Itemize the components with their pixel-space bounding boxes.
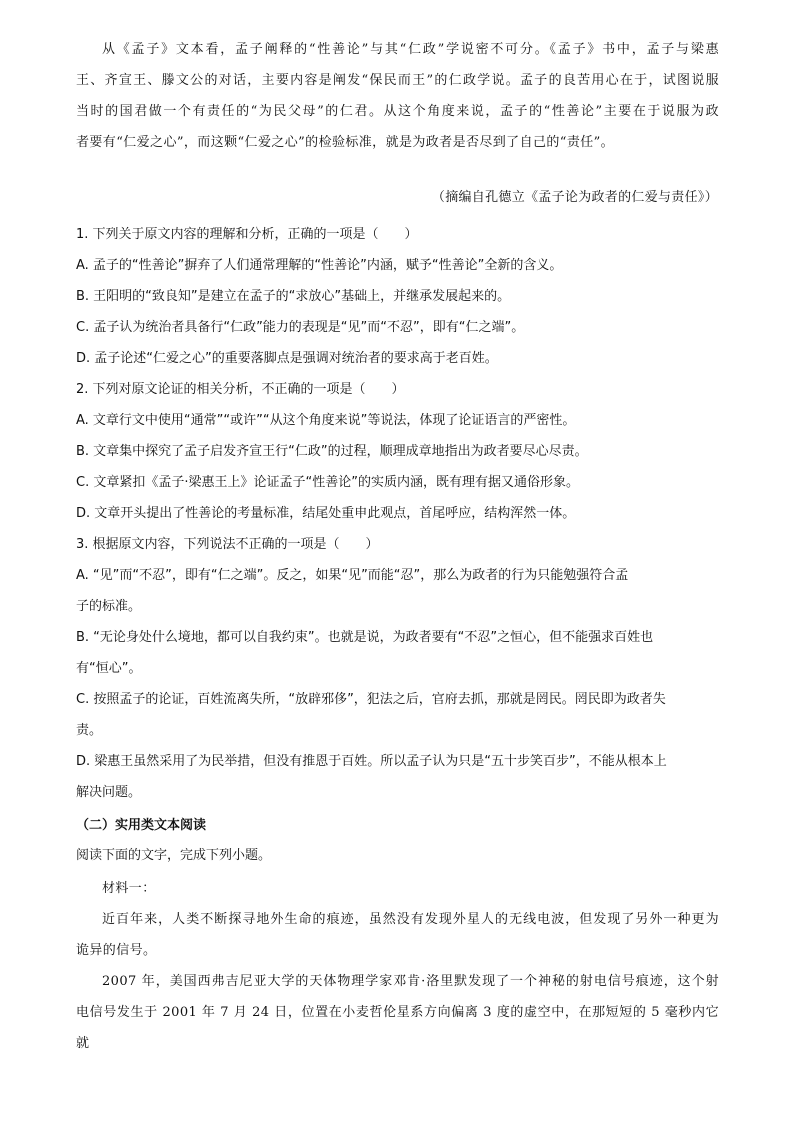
passage-line: 当时的国君做一个有责任的“为民父母”的仁君。从这个角度来说，孟子的“性善论”主要在于说服为政	[76, 104, 719, 119]
option-d: D. 孟子论述“仁爱之心”的重要落脚点是强调对统治者的要求高于老百姓。	[76, 351, 498, 366]
question-stem: 2. 下列对原文论证的相关分析，不正确的一项是（ ）	[76, 382, 405, 397]
option-c: C. 文章紧扣《孟子·梁惠王上》论证孟子“性善论”的实质内涵，既有理有据又通俗形象。	[76, 475, 579, 490]
question-stem: 3. 根据原文内容，下列说法不正确的一项是（ ）	[76, 537, 379, 552]
option-a: A. “见”而“不忍”，即有“仁之端”。反之，如果“见”而能“忍”，那么为政者的行为只能勉强符合孟	[76, 568, 629, 583]
option-a: A. 孟子的“性善论”摒弃了人们通常理解的“性善论”内涵，赋予“性善论”全新的含义。	[76, 258, 563, 273]
passage-line: 王、齐宣王、滕文公的对话，主要内容是阐发“保民而王”的仁政学说。孟子的良苦用心在于，试图说服	[76, 73, 719, 88]
option-c-cont: 责。	[76, 723, 103, 738]
question-stem: 1. 下列关于原文内容的理解和分析，正确的一项是（ ）	[76, 227, 418, 242]
material-line: 近百年来，人类不断探寻地外生命的痕迹，虽然没有发现外星人的无线电波，但发现了另外一种更为	[102, 912, 719, 927]
option-b-cont: 有“恒心”。	[76, 661, 142, 676]
option-b: B. 王阳明的“致良知”是建立在孟子的“求放心”基础上，并继承发展起来的。	[76, 289, 511, 304]
section-instruction: 阅读下面的文字，完成下列小题。	[76, 848, 272, 863]
material-one	[76, 873, 719, 1059]
option-b: B. “无论身处什么境地，都可以自我约束”。也就是说，为政者要有“不忍”之恒心，但不能强求百姓也	[76, 630, 654, 645]
material-line: 2007 年，美国西弗吉尼亚大学的天体物理学家邓肯·洛里默发现了一个神秘的射电信号痕迹，这个射	[102, 974, 719, 989]
option-a: A. 文章行文中使用“通常”“或许”“从这个角度来说”等说法，体现了论证语言的严密性。	[76, 413, 576, 428]
section-heading: （二）实用类文本阅读	[76, 818, 207, 833]
option-a-cont: 子的标准。	[76, 599, 142, 614]
question-list	[76, 219, 719, 808]
option-c: C. 孟子认为统治者具备行“仁政”能力的表现是“见”而“不忍”，即有“仁之端”。	[76, 320, 525, 335]
option-d-cont: 解决问题。	[76, 785, 142, 800]
option-d: D. 文章开头提出了性善论的考量标准，结尾处重申此观点，首尾呼应，结构浑然一体。	[76, 506, 576, 521]
passage-paragraph	[76, 34, 719, 158]
passage-line: 者要有“仁爱之心”，而这颗“仁爱之心”的检验标准，就是为政者是否尽到了自己的“责任”。	[76, 135, 615, 150]
option-d: D. 梁惠王虽然采用了为民举措，但没有推恩于百姓。所以孟子认为只是“五十步笑百步”，不能从根本上	[76, 754, 667, 769]
material-line: 诡异的信号。	[76, 943, 157, 958]
option-c: C. 按照孟子的论证，百姓流离失所，“放辟邪侈”，犯法之后，官府去抓，那就是罔民。罔民即为政者失	[76, 692, 666, 707]
source-citation: （摘编自孔德立《孟子论为政者的仁爱与责任》）	[431, 190, 718, 205]
passage-line: 从《孟子》文本看，孟子阐释的“性善论”与其“仁政”学说密不可分。《孟子》书中，孟子与梁惠	[102, 42, 719, 57]
material-label: 材料一：	[102, 881, 156, 896]
option-b: B. 文章集中探究了孟子启发齐宣王行“仁政”的过程，顺理成章地指出为政者要尽心尽责。	[76, 444, 588, 459]
material-line: 电信号发生于 2001 年 7 月 24 日，位置在小麦哲伦星系方向偏离 3 度的虚空中，在那短短的 5 毫秒内它就	[76, 1005, 719, 1051]
